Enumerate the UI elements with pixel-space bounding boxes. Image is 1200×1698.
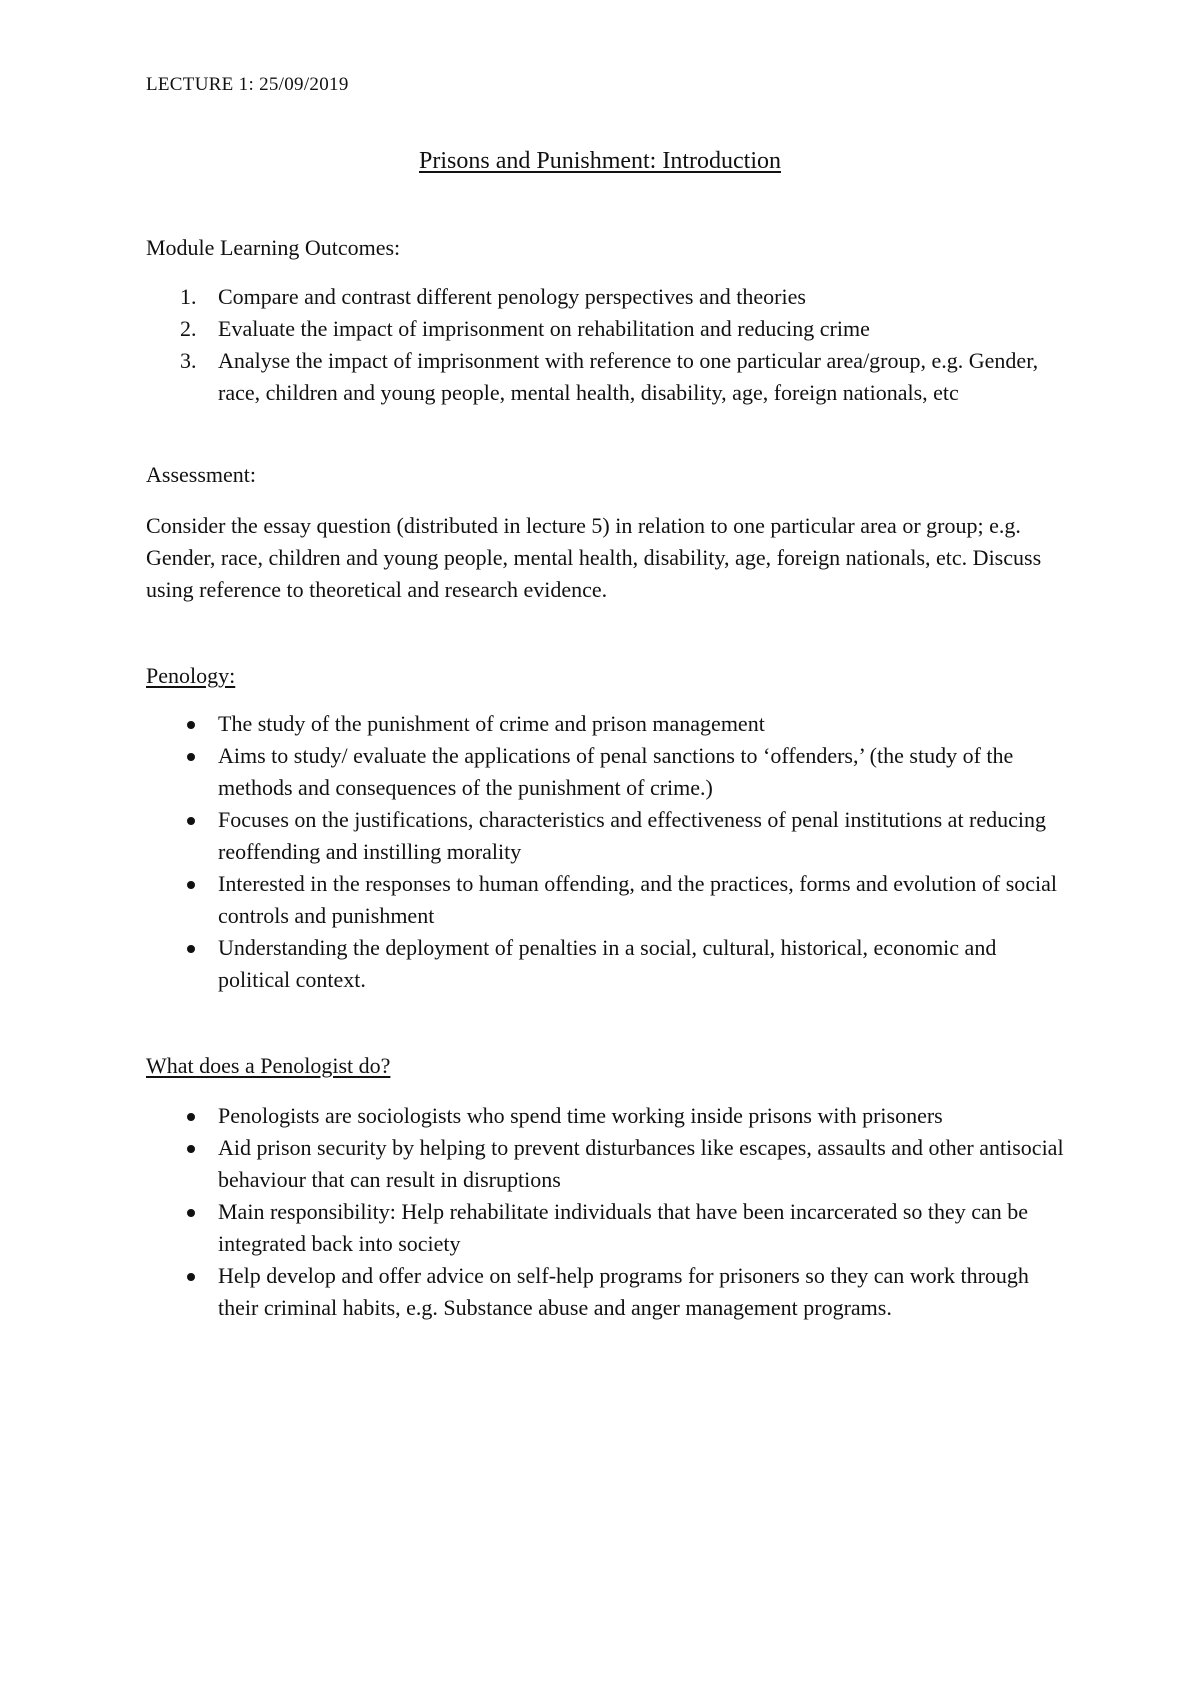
- list-item-text: The study of the punishment of crime and prison management: [218, 711, 765, 736]
- list-item: [146, 740, 1066, 804]
- assessment-text: Consider the essay question (distributed in lecture 5) in relation to one particular area or group; e.g. Gender, race, children and young people, mental health, disability, age, foreign nationals, etc. Discuss using reference to theoretical and research evidence.: [146, 513, 1042, 602]
- list-item: [146, 1132, 1066, 1196]
- learning-outcomes-list: [146, 281, 1066, 409]
- page-title: Prisons and Punishment: Introduction: [419, 148, 781, 174]
- list-item-text: Understanding the deployment of penalties in a social, cultural, historical, economic and political context.: [218, 935, 997, 992]
- list-item: [146, 1260, 1066, 1324]
- learning-outcomes-heading: Module Learning Outcomes:: [146, 235, 401, 260]
- bullet-icon: [187, 881, 195, 889]
- penology-list: [146, 708, 1066, 996]
- bullet-icon: [187, 1273, 195, 1281]
- list-item: [146, 932, 1066, 996]
- bullet-icon: [187, 817, 195, 825]
- list-item-text: Aid prison security by helping to prevent disturbances like escapes, assaults and other antisocial behaviour that can result in disruptions: [218, 1135, 1064, 1192]
- list-item: [146, 868, 1066, 932]
- list-item: [146, 708, 1066, 740]
- bullet-icon: [187, 1145, 195, 1153]
- list-item: [146, 1100, 1066, 1132]
- list-item-text: Evaluate the impact of imprisonment on rehabilitation and reducing crime: [218, 316, 870, 341]
- list-item-text: Help develop and offer advice on self-help programs for prisoners so they can work through their criminal habits, e.g. Substance abuse and anger management programs.: [218, 1263, 1029, 1320]
- bullet-icon: [187, 1113, 195, 1121]
- list-item: [146, 804, 1066, 868]
- assessment-heading: Assessment:: [146, 462, 256, 487]
- list-item-text: Main responsibility: Help rehabilitate individuals that have been incarcerated so they can be integrated back into society: [218, 1199, 1029, 1256]
- list-item-text: Interested in the responses to human offending, and the practices, forms and evolution of social controls and punishment: [218, 871, 1058, 928]
- list-number: 2.: [180, 316, 197, 341]
- list-item-text: Aims to study/ evaluate the applications of penal sanctions to ‘offenders,’ (the study of the methods and consequences of the punishment of crime.): [218, 743, 1014, 800]
- bullet-icon: [187, 945, 195, 953]
- list-number: 3.: [180, 348, 197, 373]
- penology-heading: Penology:: [146, 663, 236, 688]
- list-number: 1.: [180, 284, 197, 309]
- bullet-icon: [187, 1209, 195, 1217]
- list-item-text: Compare and contrast different penology perspectives and theories: [218, 284, 806, 309]
- list-item: [146, 1196, 1066, 1260]
- list-item-text: Analyse the impact of imprisonment with reference to one particular area/group, e.g. Gender, race, children and young people, mental health, disability, age, foreign nationals, etc: [218, 348, 1039, 405]
- list-item: [146, 281, 1066, 313]
- penologist-list: [146, 1100, 1066, 1324]
- list-item-text: Focuses on the justifications, characteristics and effectiveness of penal institutions at reducing reoffending and instilling morality: [218, 807, 1047, 864]
- lecture-date-line: LECTURE 1: 25/09/2019: [146, 74, 349, 95]
- list-item-text: Penologists are sociologists who spend time working inside prisons with prisoners: [218, 1103, 943, 1128]
- bullet-icon: [187, 721, 195, 729]
- bullet-icon: [187, 753, 195, 761]
- penologist-heading: What does a Penologist do?: [146, 1053, 391, 1078]
- list-item: [146, 313, 1066, 345]
- list-item: [146, 345, 1066, 409]
